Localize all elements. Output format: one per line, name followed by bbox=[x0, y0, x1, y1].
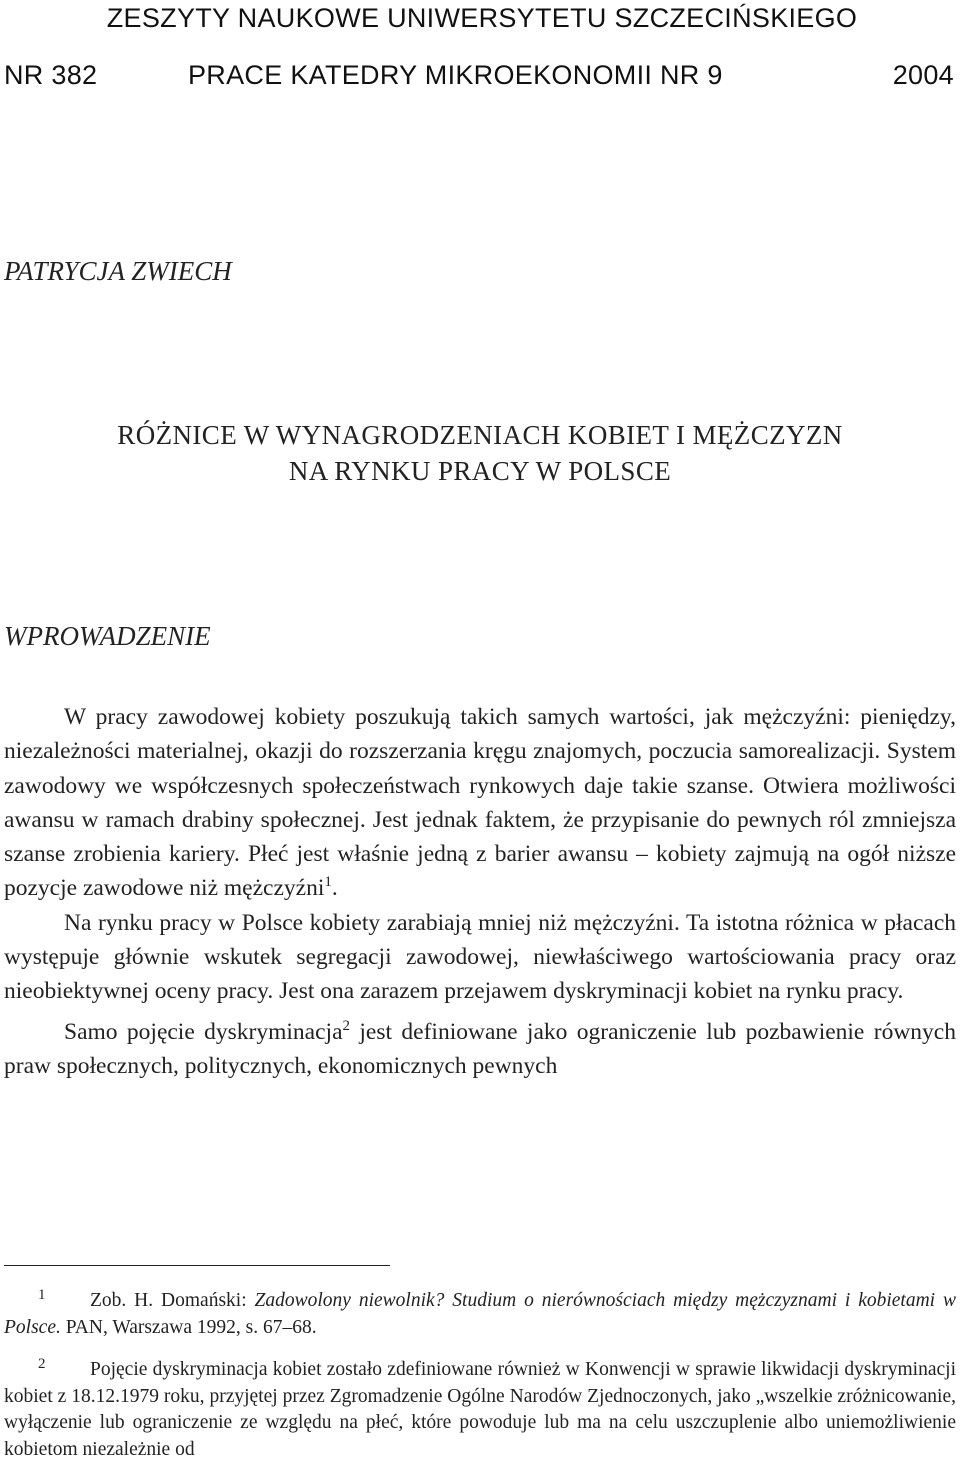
footnotes bbox=[4, 1288, 956, 1463]
journal-title: ZESZYTY NAUKOWE UNIWERSYTETU SZCZECIŃSKIEGO bbox=[106, 3, 858, 33]
footnote-1-cited-title: Zadowolony niewolnik? Studium o nierównościach między mężczyznami i kobietami w Polsce. bbox=[4, 1290, 956, 1338]
paragraph-1-end: . bbox=[331, 875, 338, 902]
publication-year: 2004 bbox=[892, 60, 954, 90]
footnote-separator bbox=[4, 1265, 390, 1266]
footnote-1: 1 Zob. H. Domański: Zadowolony niewolnik? Studium o nierównościach między mężczyznami i kobietami w Polsce. PAN, Warszawa 1992, s. 67–68. bbox=[4, 1287, 956, 1338]
article-title-line-1: RÓŻNICE W WYNAGRODZENIACH KOBIET I MĘŻCZYZN bbox=[117, 420, 843, 450]
issue-number: NR 382 bbox=[4, 60, 98, 90]
paragraph-3-text: jest definiowane jako ograniczenie lub pozbawienie równych praw społecznych, politycznych, ekonomicznych pewnych bbox=[4, 1018, 956, 1079]
footnote-ref-1[interactable]: 1 bbox=[324, 874, 332, 891]
paragraph-3-start: Samo pojęcie dyskryminacja bbox=[64, 1018, 343, 1045]
footnote-2-text: Pojęcie dyskryminacja kobiet zostało zdefiniowane również w Konwencji w sprawie likwidacji dyskryminacji kobiet z 18.12.1979 roku, przyjętej przez Zgromadzenie Ogólne Narodów Zjednoczonych, jako „wszelkie zróżnicowanie, wyłączenie lub ograniczenie ze względu na płeć, które powoduje lub ma na celu uszczuplenie albo uniemożliwienie kobietom niezależnie od bbox=[4, 1359, 956, 1460]
footnote-1-text: Zob. H. Domański: bbox=[90, 1290, 255, 1311]
footnote-1-publisher: PAN, Warszawa 1992, s. 67–68. bbox=[60, 1316, 317, 1338]
footnote-2: 2 Pojęcie dyskryminacja kobiet zostało zdefiniowane również w Konwencji w sprawie likwidacji dyskryminacji kobiet z 18.12.1979 roku, przyjętej przez Zgromadzenie Ogólne Narodów Zjednoczonych, jako „wszelkie zróżnicowanie, wyłączenie lub ograniczenie ze względu na płeć, które powoduje lub ma na celu uszczuplenie albo uniemożliwienie kobietom niezależnie od bbox=[4, 1356, 956, 1460]
issue-line bbox=[4, 59, 954, 91]
paragraph-1-text: W pracy zawodowej kobiety poszukują takich samych wartości, jak mężczyźni: pieniędzy, niezależności materialnej, okazji do rozszerzania kręgu znajomych, poczucia samorealizacji. System zawodowy we współczesnych społeczeństwach rynkowych daje takie szanse. Otwiera możliwości awansu w ramach drabiny społecznej. Jest jednak faktem, że przypisanie do pewnych ról zmniejsza szanse zrobienia kariery. Płeć jest właśnie jedną z barier awansu – kobiety zajmują na ogół niższe pozycje zawodowe niż mężczyźni bbox=[4, 704, 956, 902]
paragraph-3 bbox=[4, 1015, 956, 1084]
paragraph-2: Na rynku pracy w Polsce kobiety zarabiają mniej niż mężczyźni. Ta istotna różnica w płacach występuje głównie wskutek segregacji zawodowej, niewłaściwego wartościowania pracy oraz nieobiektywnej oceny pracy. Jest ona zarazem przejawem dyskryminacji kobiet na rynku pracy. bbox=[4, 909, 956, 1005]
author-name: PATRYCJA ZWIECH bbox=[4, 256, 232, 286]
article-title-line-2: NA RYNKU PRACY W POLSCE bbox=[288, 456, 672, 486]
body-text bbox=[4, 700, 956, 1083]
article-title bbox=[0, 417, 960, 489]
series-name: PRACE KATEDRY MIKROEKONOMII NR 9 bbox=[188, 60, 723, 90]
footnote-ref-2[interactable]: 2 bbox=[342, 1017, 350, 1034]
section-heading: WPROWADZENIE bbox=[4, 621, 211, 651]
paragraph-1 bbox=[4, 700, 956, 906]
